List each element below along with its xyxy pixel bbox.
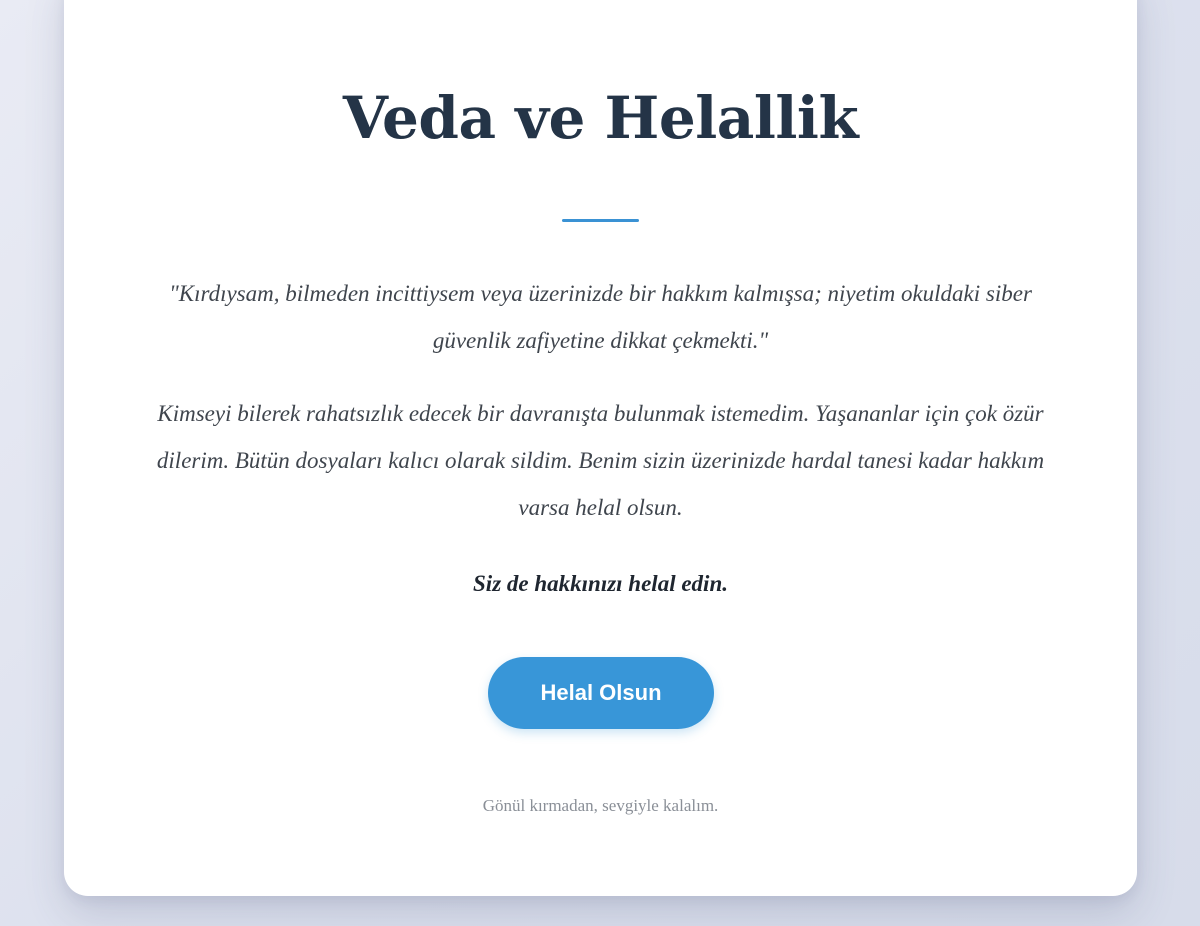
page-title: Veda ve Helallik bbox=[342, 84, 859, 152]
quote-text: "Kırdıysam, bilmeden incittiysem veya üzerinizde bir hakkım kalmışsa; niyetim okuldaki siber güvenlik zafiyetine dikkat çekmekti." bbox=[169, 281, 1032, 353]
footer-text: Gönül kırmadan, sevgiyle kalalım. bbox=[482, 796, 719, 815]
helal-olsun-button[interactable]: Helal Olsun bbox=[488, 657, 714, 729]
title-divider bbox=[562, 219, 639, 222]
message-text: Kimseyi bilerek rahatsızlık edecek bir davranışta bulunmak istemedim. Yaşananlar için çok özür dilerim. Bütün dosyaları kalıcı olarak sildim. Benim sizin üzerinizde hardal tanesi kadar hakkım varsa helal olsun. bbox=[156, 401, 1045, 520]
farewell-card bbox=[64, 0, 1137, 896]
emphasis-text: Siz de hakkınızı helal edin. bbox=[473, 571, 728, 596]
